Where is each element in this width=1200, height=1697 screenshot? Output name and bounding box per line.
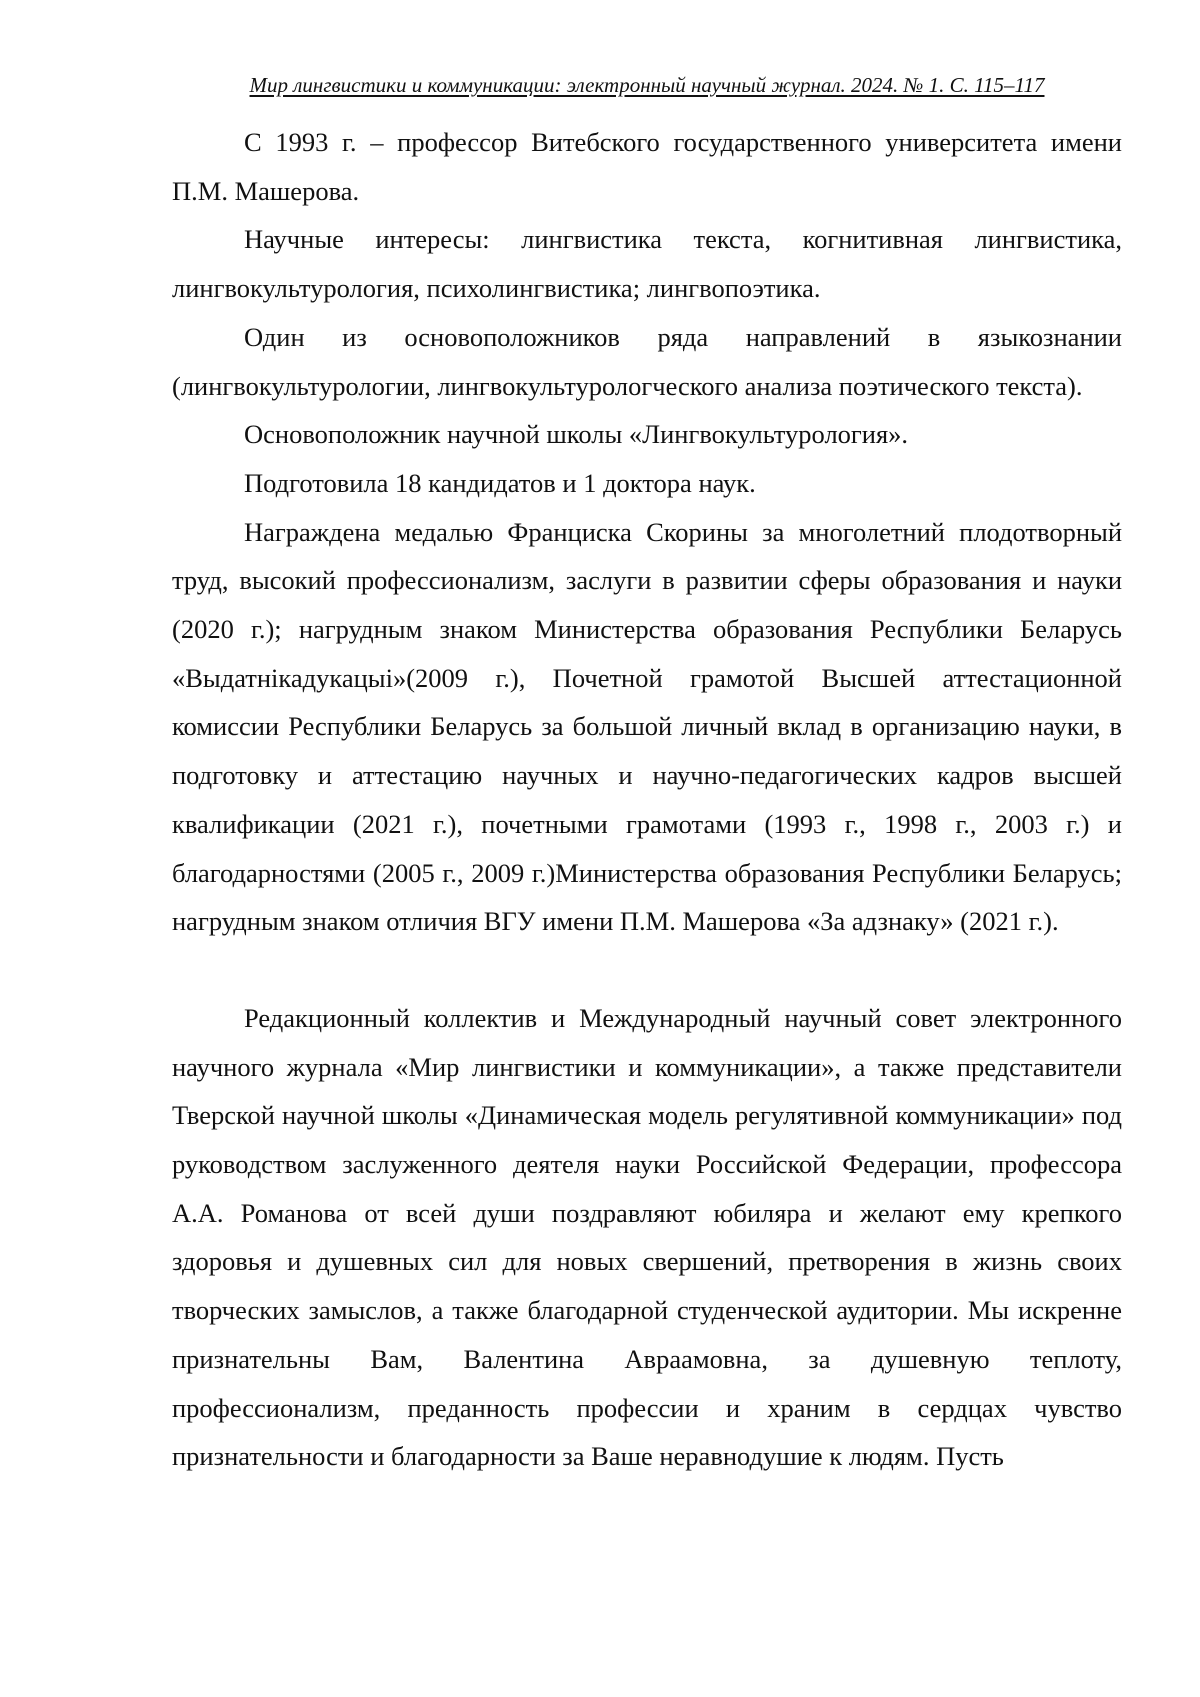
running-header: Мир лингвистики и коммуникации: электронный научный журнал. 2024. № 1. С. 115–117 bbox=[172, 72, 1122, 98]
bio-paragraph-supervised: Подготовила 18 кандидатов и 1 доктора наук. bbox=[172, 459, 1122, 508]
paragraph-spacer bbox=[172, 946, 1122, 994]
bio-paragraph-research-interests: Научные интересы: лингвистика текста, когнитивная лингвистика, лингвокультурология, психолингвистика; лингвопоэтика. bbox=[172, 215, 1122, 312]
bio-paragraph-scientific-school: Основоположник научной школы «Лингвокультурология». bbox=[172, 410, 1122, 459]
article-body bbox=[172, 118, 1122, 1481]
document-page bbox=[0, 0, 1200, 1697]
bio-paragraph-professorship: С 1993 г. – профессор Витебского государственного университета имени П.М. Машерова. bbox=[172, 118, 1122, 215]
bio-paragraph-awards: Награждена медалью Франциска Скорины за многолетний плодотворный труд, высокий профессионализм, заслуги в развитии сферы образования и науки (2020 г.); нагрудным знаком Министерства образования Республики Беларусь «Выдатнікадукацыі»(2009 г.), Почетной грамотой Высшей аттестационной комиссии Республики Беларусь за большой личный вклад в организацию науки, в подготовку и аттестацию научных и научно-педагогических кадров высшей квалификации (2021 г.), почетными грамотами (1993 г., 1998 г., 2003 г.) и благодарностями (2005 г., 2009 г.)Министерства образования Республики Беларусь; нагрудным знаком отличия ВГУ имени П.М. Машерова «За адзнаку» (2021 г.). bbox=[172, 508, 1122, 946]
congratulation-paragraph: Редакционный коллектив и Международный научный совет электронного научного журнала «Мир лингвистики и коммуникации», а также представители Тверской научной школы «Динамическая модель регулятивной коммуникации» под руководством заслуженного деятеля науки Российской Федерации, профессора А.А. Романова от всей души поздравляют юбиляра и желают ему крепкого здоровья и душевных сил для новых свершений, претворения в жизнь своих творческих замыслов, а также благодарной студенческой аудитории. Мы искренне признательны Вам, Валентина Авраамовна, за душевную теплоту, профессионализм, преданность профессии и храним в сердцах чувство признательности и благодарности за Ваше неравнодушие к людям. Пусть bbox=[172, 994, 1122, 1481]
bio-paragraph-founder-directions: Один из основоположников ряда направлений в языкознании (лингвокультурологии, лингвокультурологческого анализа поэтического текста). bbox=[172, 313, 1122, 410]
